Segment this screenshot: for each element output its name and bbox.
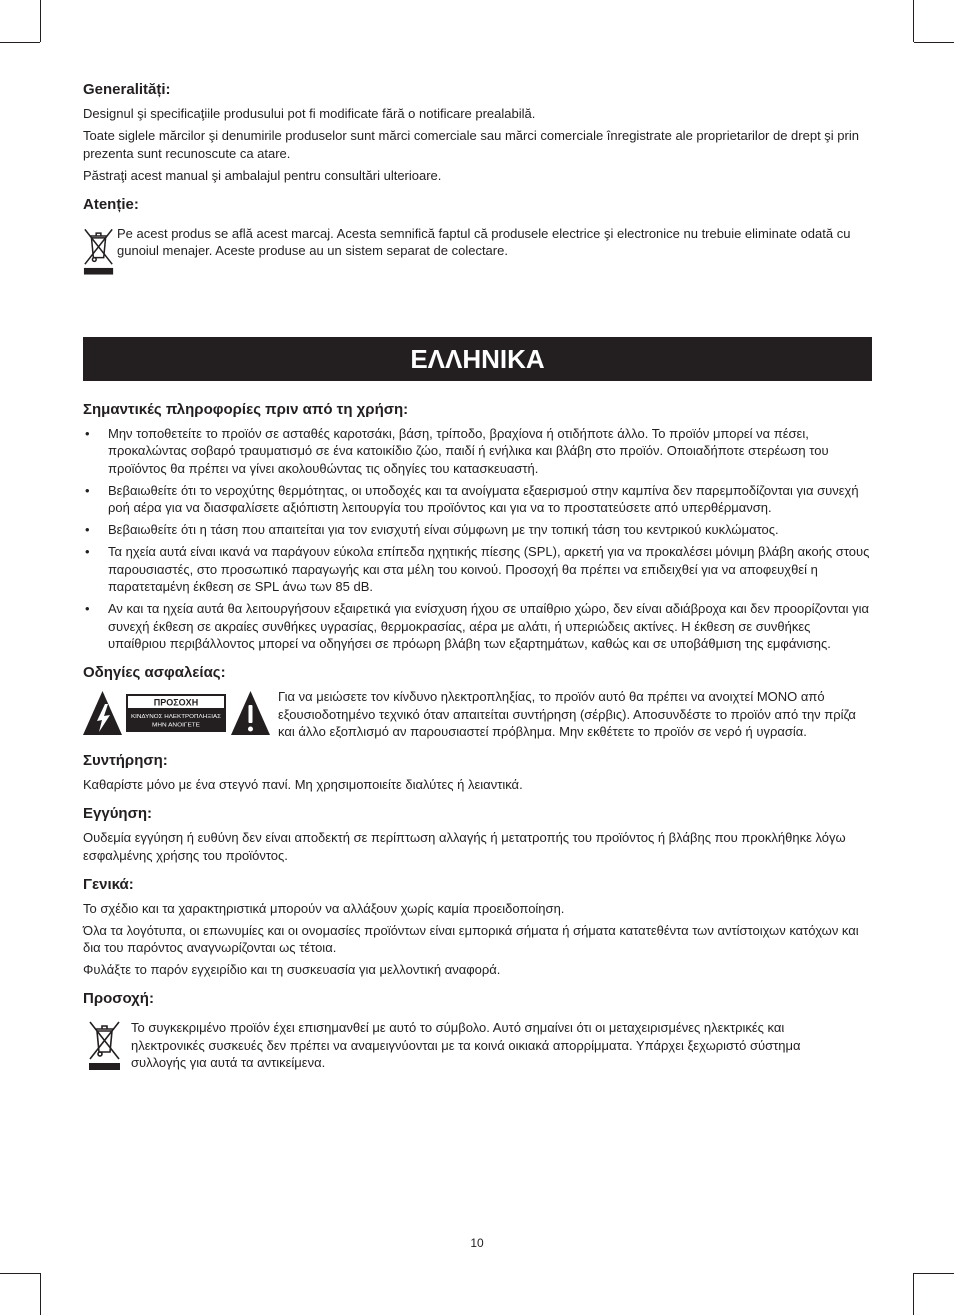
list-item: • Μην τοποθετείτε το προϊόν σε ασταθές καροτσάκι, βάση, τρίποδο, βραχίονα ή οτιδήποτε άλλο. Το προϊόν μπορεί να πέσει, προκαλώντας σοβαρό τραυματισμό σε ένα κατοικίδιο ζώο, παιδί ή ενήλικα και βλάβη στο προϊόν. Οποιαδήποτε στερέωση του προϊόντος θα πρέπει να γίνει ακολουθώντας τις οδηγίες του κατασκευαστή. bbox=[83, 425, 872, 478]
caution-label-title: ΠΡΟΣΟΧΗ bbox=[153, 697, 199, 708]
ro-attention-heading: Atenție: bbox=[83, 195, 139, 213]
el-safety-block bbox=[83, 688, 872, 741]
list-item: • Αν και τα ηχεία αυτά θα λειτουργήσουν εξαιρετικά για ενίσχυση ήχου σε υπαίθριο χώρο, δεν είναι αδιάβροχα και δεν προορίζονται για συνεχή έκθεση σε ακραίες συνθήκες υγρασίας, θερμοκρασίας, αέρα με αλάτι, ή υπεριώδεις ακτίνες. Η έκθεση σε συνθήκες υπαίθριου περιβάλλοντος μπορεί να οδηγήσει σε πρόωρη βλάβη των εξαρτημάτων, καθώς και σε υποβάθμιση της εμφάνισης. bbox=[83, 600, 872, 653]
lightning-warning-icon bbox=[83, 691, 122, 735]
el-maintenance-heading: Συντήρηση: bbox=[83, 752, 168, 769]
el-safety-heading: Οδηγίες ασφαλείας: bbox=[83, 664, 226, 681]
el-weee-text: Το συγκεκριμένο προϊόν έχει επισημανθεί με αυτό το σύμβολο. Αυτό σημαίνει ότι οι μεταχειρισμένες ηλεκτρικές και ηλεκτρονικές συσκευές δεν πρέπει να αναμειγνύονται με τα κοινά οικιακά απορρίμματα. Υπάρχει ξεχωριστό σύστημα συλλογής για αυτά τα αντικείμενα. bbox=[131, 1020, 801, 1070]
list-item: • Τα ηχεία αυτά είναι ικανά να παράγουν εύκολα επίπεδα ηχητικής πίεσης (SPL), αρκετή για να προκαλέσει μόνιμη βλάβη ακοής στους παρουσιαστές, στο προσωπικό παραγωγής και στα μέλη του κοινού. Προσοχή θα πρέπει να επιδειχθεί για να αποφευχθεί η παρατεταμένη έκθεση σε SPL άνω των 85 dB. bbox=[83, 543, 872, 596]
list-item: • Βεβαιωθείτε ότι η τάση που απαιτείται για τον ενισχυτή είναι σύμφωνη με την τοπική τάση του κεντρικού κυκλώματος. bbox=[83, 521, 872, 539]
crop-mark-top-right-horizontal bbox=[914, 42, 954, 43]
el-caution-heading: Προσοχή: bbox=[83, 990, 154, 1007]
page-number: 10 bbox=[470, 1236, 484, 1250]
page-content bbox=[83, 81, 872, 1072]
shock-warning-graphic bbox=[83, 690, 270, 736]
language-banner: ΕΛΛΗΝΙΚΑ bbox=[83, 337, 872, 381]
exclamation-warning-icon bbox=[231, 691, 270, 735]
weee-crossed-bin-icon bbox=[83, 225, 115, 277]
crop-mark-bottom-left-vertical bbox=[40, 1273, 41, 1315]
ro-general-heading: Generalități: bbox=[83, 81, 171, 98]
el-general-paragraph: Φυλάξτε το παρόν εγχειρίδιο και τη συσκευασία για μελλοντική αναφορά. bbox=[83, 962, 501, 977]
ro-general-paragraph: Toate siglele mărcilor şi denumirile produselor sunt mărci comerciale sau mărci comerciale înregistrate ale proprietarilor de drept şi prin prezenta sunt recunoscute ca atare. bbox=[83, 128, 859, 161]
ro-general-paragraph: Păstraţi acest manual şi ambalajul pentru consultări ulterioare. bbox=[83, 167, 442, 183]
crop-mark-bottom-right-vertical bbox=[913, 1273, 914, 1315]
el-general-heading: Γενικά: bbox=[83, 875, 134, 893]
weee-crossed-bin-icon bbox=[88, 1019, 122, 1071]
caution-label-line1: ΚΙΝΔΥΝΟΣ ΗΛΕΚΤΡΟΠΛΗΞΙΑΣ bbox=[131, 714, 222, 720]
crop-mark-top-left-horizontal bbox=[0, 42, 40, 43]
crop-mark-bottom-left-horizontal bbox=[0, 1273, 40, 1274]
el-important-heading: Σημαντικές πληροφορίες πριν από τη χρήση: bbox=[83, 400, 409, 418]
list-item: • Βεβαιωθείτε ότι το νεροχύτης θερμότητας, οι υποδοχές και τα ανοίγματα εξαερισμού στην καμπίνα δεν παρεμποδίζονται για συνεχή ροή αέρα για να διασφαλίσετε αξιόπιστη λειτουργία του προϊόντος και για να το προστατεύσετε από υπερθέρμανση. bbox=[83, 482, 872, 517]
caution-label bbox=[126, 694, 226, 732]
el-general-paragraph: Όλα τα λογότυπα, οι επωνυμίες και οι ονομασίες προϊόντων είναι εμπορικά σήματα ή σήματα κατατεθέντα των αντίστοιχων κατόχων και δια του παρόντος αναγνωρίζονται ως τέτοια. bbox=[83, 922, 859, 955]
el-general-paragraph: Το σχέδιο και τα χαρακτηριστικά μπορούν να αλλάξουν χωρίς καμία προειδοποίηση. bbox=[83, 900, 565, 916]
el-warranty-heading: Εγγύηση: bbox=[83, 805, 153, 822]
ro-weee-text: Pe acest produs se află acest marcaj. Acesta semnifică faptul că produsele electrice şi electronice nu trebuie eliminate odată cu gunoiul menajer. Aceste produse au un sistem separat de colectare. bbox=[117, 225, 851, 258]
el-maintenance-text: Καθαρίστε μόνο με ένα στεγνό πανί. Μη χρησιμοποιείτε διαλύτες ή λειαντικά. bbox=[83, 777, 523, 792]
crop-mark-top-right-vertical bbox=[913, 0, 914, 42]
caution-label-line2: ΜΗΝ ΑΝΟΙΓΕΤΕ bbox=[152, 722, 201, 729]
el-warranty-text: Ουδεμία εγγύηση ή ευθύνη δεν είναι αποδεκτή σε περίπτωση αλλαγής ή μετατροπής του προϊόντος ή βλάβης που προκλήθηκε λόγω εσφαλμένης χρήσης του προϊόντος. bbox=[83, 830, 846, 863]
crop-mark-bottom-right-horizontal bbox=[914, 1273, 954, 1274]
el-important-list bbox=[83, 425, 872, 653]
el-weee-notice bbox=[83, 1019, 872, 1072]
crop-mark-top-left-vertical bbox=[40, 0, 41, 42]
ro-general-paragraph: Designul şi specificaţiile produsului pot fi modificate fără o notificare prealabilă. bbox=[83, 106, 536, 121]
ro-weee-notice bbox=[83, 225, 872, 277]
el-safety-text: Για να μειώσετε τον κίνδυνο ηλεκτροπληξίας, το προϊόν αυτό θα πρέπει να ανοιχτεί ΜΟΝΟ από εξουσιοδοτημένο τεχνικό όταν απαιτείται συντήρηση (σέρβις). Αποσυνδέστε το προϊόν από την πρίζα και άλλο εξοπλισμό αν παρουσιαστεί πρόβλημα. Μην εκθέτετε το προϊόν σε νερό ή υγρασία. bbox=[278, 689, 856, 739]
